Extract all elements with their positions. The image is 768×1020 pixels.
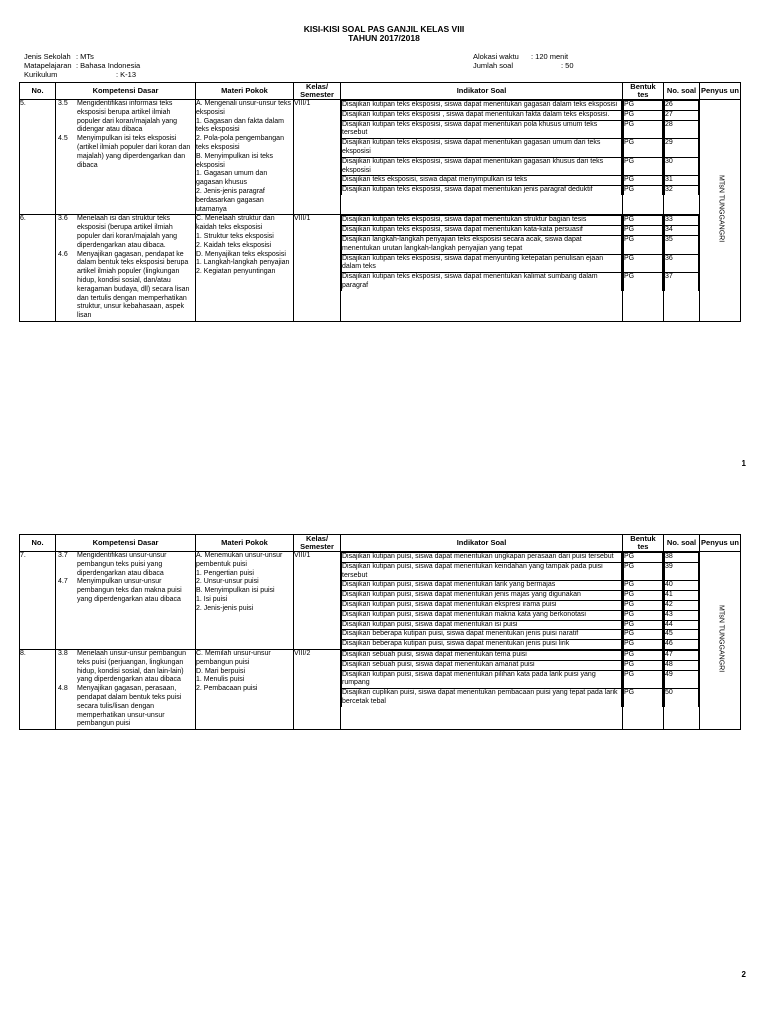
table-row: [20, 552, 741, 650]
row-number: 7.: [20, 552, 56, 650]
bentuk-tes: PG: [624, 216, 663, 226]
materi-pokok: [196, 649, 294, 729]
materi-item: 1. Isi puisi: [196, 595, 228, 603]
indikator-soal: Disajikan kutipan puisi, siswa dapat menentukan isi puisi: [342, 620, 622, 630]
column-header: Kelas/ Semester: [294, 535, 341, 552]
materi-item: A. Menemukan unsur-unsur pembentuk puisi: [196, 552, 283, 568]
meta-matapelajaran: Matapelajaran : Bahasa Indonesia: [24, 61, 141, 70]
indikator-soal: Disajikan kutipan puisi, siswa dapat menentukan keindahan yang tampak pada puisi tersebut: [342, 562, 622, 581]
bentuk-tes: PG: [624, 273, 663, 291]
column-header: Kompetensi Dasar: [56, 83, 196, 100]
bentuk-tes-cell: [623, 215, 664, 322]
kelas-semester: VIII/1: [294, 215, 341, 322]
kd-item: [56, 215, 195, 250]
materi-item: 1. Struktur teks eksposisi: [196, 232, 274, 240]
indikator-soal: Disajikan sebuah puisi, siswa dapat menentukan amanat puisi: [342, 660, 622, 670]
bentuk-tes: PG: [624, 553, 663, 563]
kompetensi-dasar: [56, 215, 196, 322]
meta-alokasi-waktu: Alokasi waktu : 120 menit: [473, 52, 569, 61]
bentuk-tes: PG: [624, 660, 663, 670]
materi-pokok: [196, 552, 294, 650]
kelas-semester: VIII/1: [294, 100, 341, 215]
page-number-1: 1: [741, 459, 746, 468]
nomor-soal-cell: [664, 552, 700, 650]
kd-item: [56, 685, 195, 729]
nomor-soal-cell: [664, 649, 700, 729]
indikator-soal: Disajikan langkah-langkah penyajian teks eksposisi secara acak, siswa dapat menentukan urutan langkah-langkah penyajian yang tepat: [342, 235, 622, 254]
materi-item: 2. Kegiatan penyuntingan: [196, 268, 276, 276]
bentuk-tes: PG: [624, 101, 663, 111]
materi-item: 1. Pengertian puisi: [196, 569, 254, 577]
meta-left: [24, 52, 140, 79]
indikator-soal: Disajikan kutipan puisi, siswa dapat menentukan larik yang bermajas: [342, 581, 622, 591]
nomor-soal: 33: [665, 216, 699, 226]
materi-pokok: [196, 100, 294, 215]
indikator-soal: Disajikan kutipan teks eksposisi, siswa dapat menentukan kalimat sumbang dalam paragraf: [342, 273, 622, 291]
materi-item: 2. Pola-pola pengembangan teks eksposisi: [196, 135, 284, 151]
indikator-soal: Disajikan kutipan teks eksposisi, siswa dapat menentukan pola khusus umum teks tersebut: [342, 120, 622, 139]
column-header: Penyus un: [700, 83, 741, 100]
nomor-soal: 26: [665, 101, 699, 111]
nomor-soal: 28: [665, 120, 699, 139]
bentuk-tes: PG: [624, 226, 663, 236]
nomor-soal-cell: [664, 100, 700, 215]
kd-number: 4.8: [58, 685, 68, 693]
nomor-soal: 44: [665, 620, 699, 630]
kompetensi-dasar: [56, 649, 196, 729]
bentuk-tes-cell: [623, 552, 664, 650]
column-header: No.: [20, 83, 56, 100]
bentuk-tes: PG: [624, 120, 663, 139]
kd-item: [56, 100, 195, 135]
bentuk-tes: PG: [624, 186, 663, 195]
indikator-soal: Disajikan cuplikan puisi, siswa dapat menentukan pembacaan puisi yang tepat pada larik bercetak tebal: [342, 689, 622, 707]
indikator-soal: Disajikan kutipan teks eksposisi, siswa dapat menyunting ketepatan penulisan ejaan dalam teks: [342, 254, 622, 273]
nomor-soal: 47: [665, 650, 699, 660]
bentuk-tes: PG: [624, 600, 663, 610]
kompetensi-dasar: [56, 552, 196, 650]
nomor-soal: 40: [665, 581, 699, 591]
kd-item: [56, 251, 195, 321]
indikator-soal: Disajikan kutipan puisi, siswa dapat menentukan pilihan kata pada larik puisi yang rumpang: [342, 670, 622, 689]
indikator-soal: Disajikan kutipan teks eksposisi, siswa dapat menentukan kata-kata persuasif: [342, 226, 622, 236]
penyusun-cell: [700, 100, 741, 322]
kd-number: 3.6: [58, 215, 68, 223]
materi-item: 1. Menulis puisi: [196, 676, 245, 684]
column-header: No.: [20, 535, 56, 552]
materi-item: 1. Gagasan umum dan gagasan khusus: [196, 170, 268, 187]
indikator-soal: Disajikan kutipan puisi, siswa dapat menentukan jenis majas yang digunakan: [342, 591, 622, 601]
kd-number: 4.7: [58, 578, 68, 586]
indikator-soal: Disajikan kutipan teks eksposisi, siswa dapat menentukan jenis paragraf deduktif: [342, 186, 622, 195]
materi-item: D. Mari berpuisi: [196, 667, 246, 675]
meta-jumlah-soal: Jumlah soal : 50: [473, 61, 574, 70]
materi-item: C. Memilah unsur-unsur pembangun puisi: [196, 649, 271, 666]
materi-item: A. Mengenali unsur-unsur teks eksposisi: [196, 100, 291, 116]
column-header: Bentuk tes: [623, 83, 664, 100]
kd-item: [56, 135, 195, 170]
materi-item: 2. Unsur-unsur puisi: [196, 578, 259, 586]
column-header: Kompetensi Dasar: [56, 535, 196, 552]
bentuk-tes: PG: [624, 630, 663, 640]
document-year: TAHUN 2017/2018: [348, 33, 420, 43]
kd-text: Menyimpulkan unsur-unsur pembangun teks dan makna puisi yang diperdengarkan atau dibaca: [77, 578, 182, 603]
column-header: Penyus un: [700, 535, 741, 552]
nomor-soal: 42: [665, 600, 699, 610]
bentuk-tes: PG: [624, 689, 663, 707]
penyusun: MTsN TUNGGANGRI: [717, 605, 725, 673]
bentuk-tes: PG: [624, 581, 663, 591]
materi-item: 2. Jenis-jenis paragraf berdasarkan gagasan utamanya: [196, 187, 265, 213]
kd-text: Menyajikan gagasan, pendapat ke dalam bentuk teks eksposisi berupa artikel ilmiah populer (lingkungan hidup, kondisi sosial, dan/atau keragaman budaya, dll) secara lisan dan tertulis dengan memperhatikan struktur, unsur kebahasaan, aspek lisan: [77, 250, 190, 320]
bentuk-tes-cell: [623, 649, 664, 729]
kd-text: Mengidentifikasi informasi teks eksposisi berupa artikel ilmiah populer dari koran/majalah yang didengar atau dibaca: [77, 100, 178, 134]
column-header: Materi Pokok: [196, 535, 294, 552]
meta-kurikulum: Kurikulum : K-13: [24, 70, 137, 79]
row-number: 6.: [20, 215, 56, 322]
bentuk-tes-cell: [623, 100, 664, 215]
materi-item: 2. Pembacaan puisi: [196, 685, 258, 693]
kd-text: Menyimpulkan isi teks eksposisi (artikel ilmiah populer dari koran dan majalah) yang diperdengarkan dan dibaca: [77, 135, 191, 169]
row-number: 5.: [20, 100, 56, 215]
nomor-soal: 32: [665, 186, 699, 195]
indikator-soal: Disajikan kutipan puisi, siswa dapat menentukan ungkapan perasaan dari puisi tersebut: [342, 553, 622, 563]
meta-right: [473, 52, 574, 70]
kd-number: 3.8: [58, 649, 68, 657]
nomor-soal: 46: [665, 640, 699, 649]
nomor-soal: 34: [665, 226, 699, 236]
bentuk-tes: PG: [624, 650, 663, 660]
nomor-soal: 36: [665, 254, 699, 273]
bentuk-tes: PG: [624, 157, 663, 176]
document-title: KISI-KISI SOAL PAS GANJIL KELAS VIII: [303, 24, 465, 34]
column-header: Materi Pokok: [196, 83, 294, 100]
nomor-soal-cell: [664, 215, 700, 322]
kd-number: 4.6: [58, 250, 68, 258]
materi-item: B. Menyimpulkan isi puisi: [196, 587, 275, 595]
kisi-table-page-2: [19, 534, 741, 730]
column-header: No. soal: [664, 83, 700, 100]
indikator-soal: Disajikan kutipan teks eksposisi , siswa dapat menentukan fakta dalam teks eksposisi.: [342, 110, 622, 120]
nomor-soal: 48: [665, 660, 699, 670]
nomor-soal: 38: [665, 553, 699, 563]
column-header: Bentuk tes: [623, 535, 664, 552]
bentuk-tes: PG: [624, 139, 663, 158]
row-number: 8.: [20, 649, 56, 729]
materi-item: D. Menyajikan teks eksposisi: [196, 250, 286, 258]
nomor-soal: 39: [665, 562, 699, 581]
penyusun-cell: [700, 552, 741, 730]
table-row: [20, 100, 741, 215]
bentuk-tes: PG: [624, 670, 663, 689]
indikator-soal: Disajikan kutipan puisi, siswa dapat menentukan ekspresi irama puisi: [342, 600, 622, 610]
kd-text: Mengidentifikasi unsur-unsur pembangun teks puisi yang diperdengarkan atau dibaca: [77, 552, 167, 577]
kd-item: [56, 650, 195, 685]
kd-text: Menelaah isi dan struktur teks eksposisi (berupa artikel ilmiah populer dari koran/majalah yang diperdengarkan atau dibaca.: [77, 215, 178, 249]
indikator-soal-cell: [341, 100, 623, 215]
bentuk-tes: PG: [624, 235, 663, 254]
bentuk-tes: PG: [624, 110, 663, 120]
indikator-soal: Disajikan kutipan teks eksposisi, siswa dapat menentukan gagasan umum dari teks eksposisi: [342, 139, 622, 158]
indikator-soal: Disajikan kutipan teks eksposisi, siswa dapat menentukan gagasan dalam teks eksposisi: [342, 101, 622, 111]
bentuk-tes: PG: [624, 254, 663, 273]
indikator-soal: Disajikan kutipan teks eksposisi, siswa dapat menentukan gagasan khusus dari teks eksposisi: [342, 157, 622, 176]
page-number-2: 2: [741, 970, 746, 979]
kd-number: 3.7: [58, 552, 68, 559]
bentuk-tes: PG: [624, 176, 663, 186]
table-header: [20, 535, 741, 552]
indikator-soal: Disajikan teks eksposisi, siswa dapat menyimpulkan isi teks: [342, 176, 622, 186]
bentuk-tes: PG: [624, 591, 663, 601]
kompetensi-dasar: [56, 100, 196, 215]
materi-item: 2. Kaidah teks eksposisi: [196, 241, 272, 249]
kd-item: [56, 552, 195, 578]
materi-item: C. Menelaah struktur dan kaidah teks eksposisi: [196, 215, 275, 232]
indikator-soal: Disajikan beberapa kutipan puisi, siswa dapat menentukan jenis puisi lirik: [342, 640, 622, 649]
nomor-soal: 29: [665, 139, 699, 158]
indikator-soal-cell: [341, 649, 623, 729]
kd-number: 3.5: [58, 100, 68, 107]
kd-item: [56, 578, 195, 604]
table-row: [20, 215, 741, 322]
indikator-soal: Disajikan kutipan puisi, siswa dapat menentukan makna kata yang berkonotasi: [342, 610, 622, 620]
column-header: Indikator Soal: [341, 535, 623, 552]
bentuk-tes: PG: [624, 640, 663, 649]
nomor-soal: 43: [665, 610, 699, 620]
kd-text: Menelaah unsur-unsur pembangun teks puisi (perjuangan, lingkungan hidup, kondisi sosial, dan lain-lain) yang diperdengarkan atau dibaca: [77, 649, 186, 684]
nomor-soal: 37: [665, 273, 699, 291]
nomor-soal: 41: [665, 591, 699, 601]
nomor-soal: 31: [665, 176, 699, 186]
meta-jenis-sekolah: Jenis Sekolah : MTs: [24, 52, 94, 61]
kd-text: Menyajikan gagasan, perasaan, pendapat dalam bentuk teks puisi secara tulis/lisan dengan memperhatikan unsur-unsur pembangun puisi: [77, 685, 182, 728]
indikator-soal-cell: [341, 215, 623, 322]
materi-pokok: [196, 215, 294, 322]
column-header: No. soal: [664, 535, 700, 552]
bentuk-tes: PG: [624, 610, 663, 620]
materi-item: 1. Gagasan dan fakta dalam teks eksposisi: [196, 117, 284, 134]
indikator-soal: Disajikan sebuah puisi, siswa dapat menentukan tema puisi: [342, 650, 622, 660]
materi-item: 2. Jenis-jenis puisi: [196, 604, 254, 612]
kd-number: 4.5: [58, 135, 68, 143]
nomor-soal: 49: [665, 670, 699, 689]
bentuk-tes: PG: [624, 620, 663, 630]
kisi-table-page-1: [19, 82, 741, 322]
nomor-soal: 30: [665, 157, 699, 176]
column-header: Kelas/ Semester: [294, 83, 341, 100]
nomor-soal: 35: [665, 235, 699, 254]
nomor-soal: 27: [665, 110, 699, 120]
materi-item: 1. Langkah-langkah penyajian: [196, 259, 290, 267]
penyusun: MTsN TUNGGANGRI: [717, 174, 725, 243]
kelas-semester: VIII/1: [294, 552, 341, 650]
bentuk-tes: PG: [624, 562, 663, 581]
table-header: [20, 83, 741, 100]
indikator-soal: Disajikan beberapa kutipan puisi, siswa dapat menentukan jenis puisi naratif: [342, 630, 622, 640]
table-row: [20, 649, 741, 729]
indikator-soal: Disajikan kutipan teks eksposisi, siswa dapat menentukan struktur bagian tesis: [342, 216, 622, 226]
materi-item: B. Menyimpulkan isi teks eksposisi: [196, 152, 274, 169]
nomor-soal: 50: [665, 689, 699, 707]
column-header: Indikator Soal: [341, 83, 623, 100]
kelas-semester: VIII/2: [294, 649, 341, 729]
nomor-soal: 45: [665, 630, 699, 640]
indikator-soal-cell: [341, 552, 623, 650]
